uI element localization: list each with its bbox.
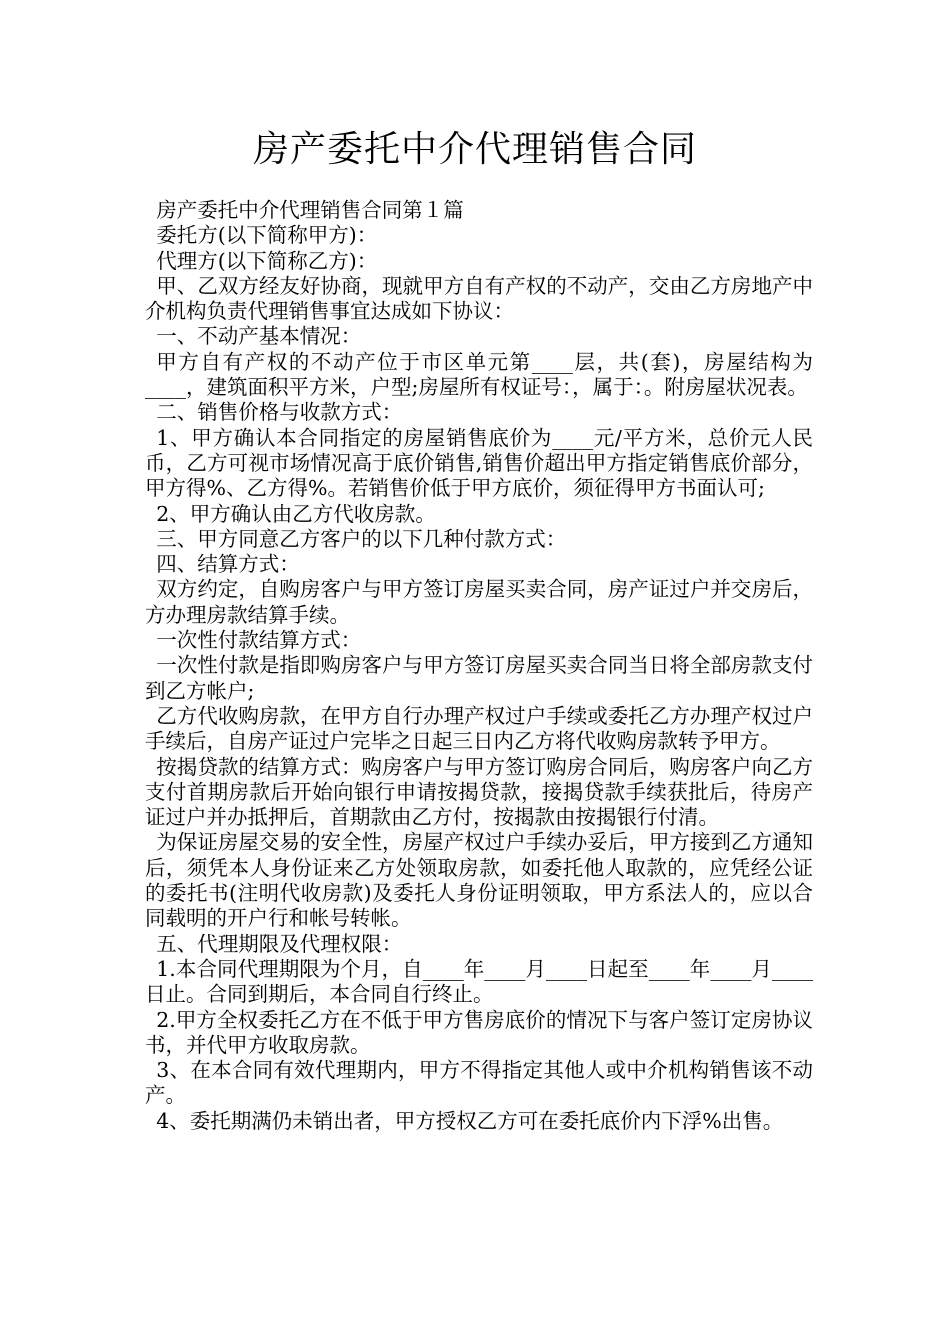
section-heading-1: 一、不动产基本情况： — [156, 324, 362, 349]
paragraph-party-b: 代理方(以下简称乙方)： — [156, 248, 378, 273]
paragraph-security: 为保证房屋交易的安全性，房屋产权过户手续办妥后，甲方接到乙方通知后，须凭本人身份证来乙方处领取房款，如委托他人取款的，应凭经公证的委托书(注明代收房款)及委托人身份证明领取，甲方系法人的，应以合同载明的开户行和帐号转帐。 — [145, 830, 813, 931]
paragraph-property-info: 甲方自有产权的不动产位于市区单元第____层，共(套)，房屋结构为____，建筑面积平方米，户型;房屋所有权证号：，属于：。附房屋状况表。 — [145, 349, 813, 400]
document-body — [145, 198, 813, 1134]
section-heading-2: 二、销售价格与收款方式： — [156, 400, 403, 425]
paragraph-settlement-agreement: 双方约定，自购房客户与甲方签订房屋买卖合同，房产证过户并交房后，方办理房款结算手续。 — [145, 577, 813, 627]
paragraph-collection: 乙方代收购房款，在甲方自行办理产权过户手续或委托乙方办理产权过户手续后，自房产证过户完毕之日起三日内乙方将代收购房款转予甲方。 — [145, 703, 813, 754]
section-heading-5: 五、代理期限及代理权限： — [156, 931, 403, 956]
section-heading-3: 三、甲方同意乙方客户的以下几种付款方式： — [156, 526, 567, 551]
paragraph-lump-sum-definition: 一次性付款是指即购房客户与甲方签订房屋买卖合同当日将全部房款支付到乙方帐户; — [145, 653, 813, 703]
paragraph-lump-sum-heading: 一次性付款结算方式： — [156, 628, 362, 653]
paragraph-mortgage: 按揭贷款的结算方式：购房客户与甲方签订购房合同后，购房客户向乙方支付首期房款后开始向银行申请按揭贷款，接揭贷款手续获批后，待房产证过户并办抵押后，首期款由乙方付，按揭款由按揭银行付清。 — [145, 754, 813, 830]
paragraph-price-2: 2、甲方确认由乙方代收房款。 — [156, 501, 436, 526]
paragraph-preamble: 甲、乙双方经友好协商，现就甲方自有产权的不动产，交由乙方房地产中介机构负责代理销售事宜达成如下协议： — [145, 273, 813, 324]
paragraph-heading: 房产委托中介代理销售合同第１篇 — [156, 198, 464, 222]
section-heading-4: 四、结算方式： — [156, 552, 300, 577]
document-title: 房产委托中介代理销售合同 — [252, 129, 697, 170]
paragraph-price-1: 1、甲方确认本合同指定的房屋销售底价为____元/平方米，总价元人民币，乙方可视市场情况高于底价销售,销售价超出甲方指定销售底价部分，甲方得%、乙方得%。若销售价低于甲方底价，须征得甲方书面认可; — [145, 425, 813, 501]
paragraph-term-2: 2.甲方全权委托乙方在不低于甲方售房底价的情况下与客户签订定房协议书，并代甲方收取房款。 — [145, 1007, 813, 1057]
paragraph-term-1: 1.本合同代理期限为个月，自____年____月____日起至____年____月____日止。合同到期后，本合同自行终止。 — [145, 956, 813, 1007]
paragraph-party-a: 委托方(以下简称甲方)： — [156, 223, 378, 248]
paragraph-term-4: 4、委托期满仍未销出者，甲方授权乙方可在委托底价内下浮%出售。 — [156, 1108, 784, 1133]
paragraph-term-3: 3、在本合同有效代理期内，甲方不得指定其他人或中介机构销售该不动产。 — [145, 1058, 813, 1108]
